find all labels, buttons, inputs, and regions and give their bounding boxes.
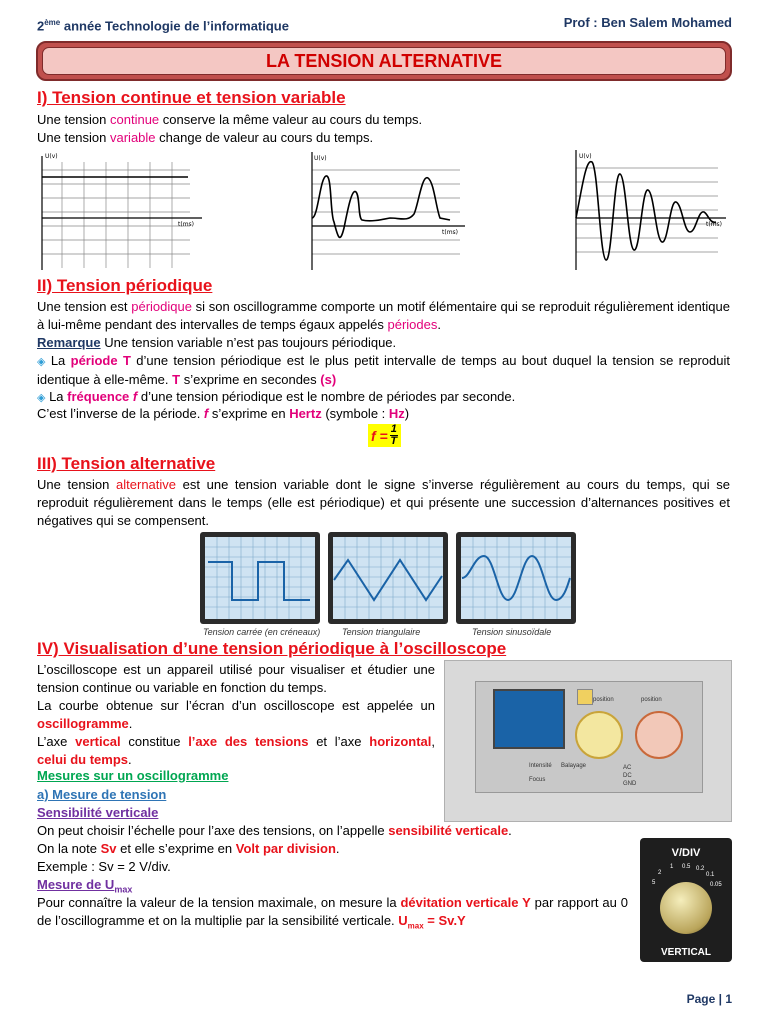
s2-bullet-period: ◈ La période T d’une tension périodique est le plus petit intervalle de temps au bout duquel la tension se reproduit identique à elle-même. T s’exprime en secondes (s) — [37, 353, 730, 387]
measures-heading: Mesures sur un oscillogramme — [37, 768, 229, 783]
caption-triangle: Tension triangulaire — [342, 627, 421, 637]
section-3-heading: III) Tension alternative — [37, 454, 216, 473]
graph-continuous — [30, 148, 210, 274]
s4-sv-line: On la note Sv et elle s’exprime en Volt par division. — [37, 841, 340, 856]
section-4-heading: IV) Visualisation d’une tension périodique à l’oscilloscope — [37, 639, 507, 658]
header-course: année Technologie de l’informatique — [60, 18, 289, 34]
s2-bullet-frequency: ◈ La fréquence f d’une tension périodique est le nombre de périodes par seconde. — [37, 389, 516, 404]
s1-line-2: Une tension variable change de valeur au cours du temps. — [37, 130, 374, 145]
s2-inverse-line: C’est l’inverse de la période. f s’exprime en Hertz (symbole : Hz) — [37, 406, 410, 421]
timebase-dial-icon — [635, 711, 683, 759]
s4-paragraph-3: L’axe vertical constitue l’axe des tensions et l’axe horizontal, celui du temps. — [37, 734, 435, 767]
s4-paragraph-2: La courbe obtenue sur l’écran d’un oscilloscope est appelée un oscillogramme. — [37, 698, 435, 731]
diamond-bullet-icon: ◈ — [37, 392, 46, 404]
svg-text:t(ms): t(ms) — [442, 229, 459, 236]
svg-text:U(v): U(v) — [579, 153, 592, 160]
section-1-heading: I) Tension continue et tension variable — [37, 88, 346, 107]
vdiv-dial-icon — [575, 711, 623, 759]
knob-icon — [660, 882, 712, 934]
scope-triangle-wave — [328, 532, 448, 624]
s4-paragraph-1: L’oscilloscope est un appareil utilisé pour visualiser et étudier une tension continue ou variable en fonction du temps. — [37, 662, 435, 695]
s1-line-1: Une tension continue conserve la même valeur au cours du temps. — [37, 112, 423, 127]
s2-paragraph: Une tension est périodique si son oscillogramme comporte un motif élémentaire qui se reproduit régulièrement identique à lui-même pendant des intervalles de temps égaux appelés périodes. — [37, 299, 730, 332]
header-author: Prof : Ben Salem Mohamed — [563, 15, 732, 30]
scope-square-wave — [200, 532, 320, 624]
svg-text:U(v): U(v) — [45, 153, 58, 160]
svg-text:t(ms): t(ms) — [706, 221, 723, 228]
scope-sine-wave — [456, 532, 576, 624]
page-number: Page | 1 — [686, 992, 732, 1006]
oscilloscope-screen — [493, 689, 565, 749]
frequency-formula: f = $\frac{1}{T}$ — [368, 424, 401, 447]
s3-paragraph: Une tension alternative est une tension variable dont le signe s’inverse régulièrement au cours du temps, qui se reproduit régulièrement dans le temps (elle est périodique) et qui présente une succession d’alternances positives et négatives qui se compensent. — [37, 477, 730, 528]
s4-umax-paragraph: Pour connaître la valeur de la tension maximale, on mesure la dévitation verticale Y par rapport au 0 de l’oscillogramme et on la multiplie par la sensibilité verticale. $U_{max} = Sv.Y$ — [37, 895, 628, 931]
voltage-measure-heading: a) Mesure de tension — [37, 787, 167, 802]
vertical-sensitivity-heading: Sensibilité verticale — [37, 805, 159, 820]
oscilloscope-panel-illustration: position position Intensité Focus Balayage AC DC GND — [444, 660, 732, 822]
svg-text:U(v): U(v) — [314, 155, 327, 162]
svg-text:t(ms): t(ms) — [178, 221, 195, 228]
header-left — [37, 14, 289, 35]
caption-sine: Tension sinusoïdale — [472, 627, 552, 637]
header-grade-sup: ème — [44, 18, 61, 27]
s4-example-line: Exemple : Sv = 2 V/div. — [37, 859, 171, 874]
header-grade-number: 2 — [37, 18, 45, 34]
section-2-heading: II) Tension périodique — [37, 276, 213, 295]
diamond-bullet-icon: ◈ — [37, 356, 46, 368]
vdiv-knob-photo: V/DIV 1 0.5 0.2 0.1 0.05 2 5 VERTICAL — [640, 838, 732, 962]
graph-variable — [300, 148, 480, 274]
page-title: LA TENSION ALTERNATIVE — [42, 47, 726, 75]
umax-heading: Mesure de $U_{max}$ — [37, 877, 133, 895]
position-knob-icon — [577, 689, 593, 705]
caption-square: Tension carrée (en créneaux) — [203, 627, 321, 637]
s4-sensitivity-line: On peut choisir l’échelle pour l’axe des tensions, on l’appelle sensibilité verticale. — [37, 823, 512, 838]
s2-remark: Remarque Une tension variable n’est pas toujours périodique. — [37, 335, 397, 350]
graph-damped — [568, 148, 748, 274]
title-banner — [36, 41, 732, 81]
